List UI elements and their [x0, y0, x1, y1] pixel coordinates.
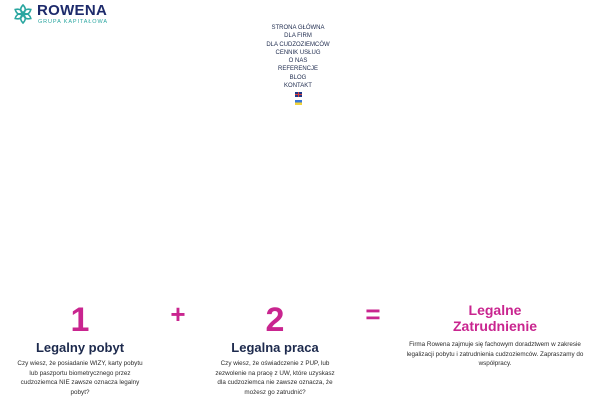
nav-item-pricing[interactable]: CENNIK USŁUG	[275, 49, 321, 56]
column-text-legal-work: Czy wiesz, że oświadczenie z PUP, lub zezwolenie na pracę z UW, które uzyskasz dla cudzoziemca nie zawsze oznacza, że możesz go zatrudnić?	[215, 360, 335, 396]
nav-item-contact[interactable]: KONTAKT	[284, 83, 312, 90]
column-title-legal-employment: Legalne Zatrudnienie	[452, 302, 537, 334]
column-text-legal-stay: Czy wiesz, że posiadanie WIZY, karty pobytu lub paszportu biometrycznego przez cudzoziemca NIE zawsze oznacza legalny pobyt?	[17, 360, 143, 396]
nav-item-for-foreigners[interactable]: DLA CUDZOZIEMCÓW	[266, 41, 330, 48]
number-two: 2	[265, 301, 285, 339]
nav-item-references[interactable]: REFERENCJE	[277, 66, 318, 73]
column-text-legal-employment: Firma Rowena zajmuje się fachowym doradztwem w zakresie legalizacji pobytu i zatrudnienia cudzoziemców. Zapraszamy do współpracy.	[406, 341, 584, 368]
main-menu	[250, 24, 346, 108]
brand-subtitle: GRUPA KAPITAŁOWA	[38, 19, 108, 25]
column-title-legal-work: Legalna praca	[231, 340, 319, 355]
nav-item-blog[interactable]: BLOG	[289, 74, 307, 81]
rowena-logo-icon	[12, 3, 34, 25]
number-one: 1	[70, 301, 90, 339]
plus-sign: +	[170, 299, 186, 329]
column-title-legal-stay: Legalny pobyt	[35, 340, 125, 355]
brand-name: ROWENA	[37, 2, 108, 19]
english-flag-icon[interactable]	[295, 92, 302, 97]
nav-item-about[interactable]: O NAS	[288, 58, 308, 65]
nav-item-home[interactable]: STRONA GŁÓWNA	[271, 25, 325, 31]
logo[interactable]	[12, 3, 112, 25]
nav-item-for-companies[interactable]: DLA FIRM	[284, 33, 312, 40]
ukraine-flag-icon[interactable]	[295, 100, 302, 105]
equals-sign: =	[365, 299, 381, 329]
